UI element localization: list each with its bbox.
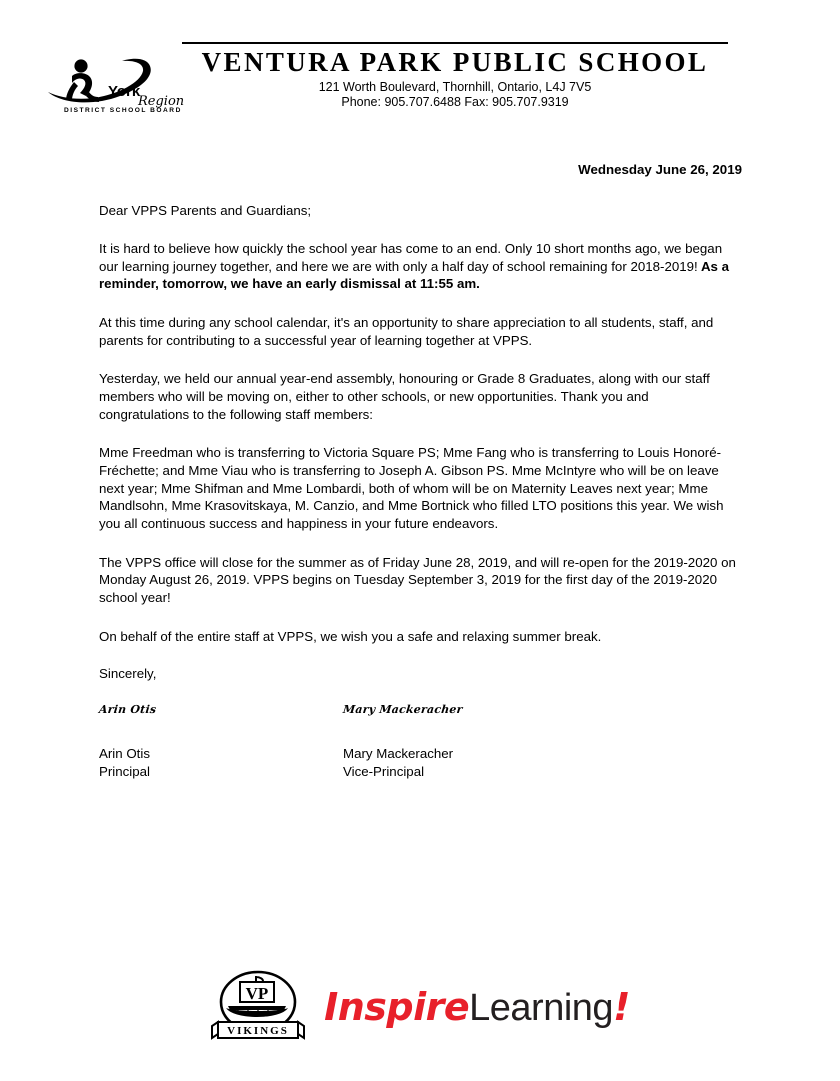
page-footer <box>0 960 840 1055</box>
inspire-learning-wordmark <box>324 985 630 1029</box>
signature-script-row <box>99 700 742 718</box>
wordmark-exclamation: ! <box>613 985 630 1029</box>
wordmark-inspire-text: Inspire <box>324 985 470 1029</box>
principal-signature-script: Arin Otis <box>98 703 157 716</box>
vice-principal-title: Vice-Principal <box>343 763 425 779</box>
letterhead <box>0 0 840 130</box>
header-divider-rule <box>182 42 728 44</box>
early-dismissal-notice: As a reminder, tomorrow, we have an early dismissal at 11:55 am. <box>99 258 730 292</box>
signature-names-row <box>99 745 742 780</box>
principal-title: Principal <box>99 763 150 779</box>
wordmark-learning-text: Learning <box>469 987 614 1029</box>
svg-text:Region: Region <box>138 94 185 109</box>
svg-text:VIKINGS: VIKINGS <box>227 1024 289 1037</box>
svg-text:York: York <box>108 83 141 100</box>
svg-text:VP: VP <box>245 983 269 1003</box>
school-address: 121 Worth Boulevard, Thornhill, Ontario, L4J 7V5 <box>318 80 592 94</box>
vice-principal-signature-cell <box>343 700 463 718</box>
svg-text:DISTRICT SCHOOL BOARD: DISTRICT SCHOOL BOARD <box>64 107 182 114</box>
paragraph-appreciation: At this time during any school calendar, it's an opportunity to share appreciation to all students, staff, and parents for contributing to a successful year of learning together at VPPS. <box>99 315 714 348</box>
paragraph-1-plain-text: It is hard to believe how quickly the school year has come to an end. Only 10 short months ago, we began our learning journey together, and here we are with only a half day of school remaining for 2018-2019! <box>99 241 723 274</box>
paragraph-school-year-end <box>99 240 742 293</box>
yrdsb-logo <box>42 52 202 114</box>
paragraph-year-end-assembly: Yesterday, we held our annual year-end assembly, honouring or Grade 8 Graduates, along with our staff members who will be moving on, either to other schools, or new opportunities. Thank you and congratulations to the following staff members: <box>99 371 710 422</box>
signature-block <box>99 700 742 780</box>
school-name-title: VENTURA PARK PUBLIC SCHOOL <box>201 47 709 77</box>
vice-principal-signature-script: Mary Mackeracher <box>342 703 464 716</box>
vice-principal-name: Mary Mackeracher <box>343 746 454 761</box>
vikings-crest-logo <box>210 968 306 1048</box>
principal-name-block <box>99 745 343 780</box>
vice-principal-name-block <box>343 745 453 780</box>
letter-body <box>99 162 742 691</box>
letter-closing: Sincerely, <box>99 666 157 682</box>
letter-date: Wednesday June 26, 2019 <box>578 162 742 177</box>
principal-name: Arin Otis <box>99 746 150 761</box>
school-contact-info: Phone: 905.707.6488 Fax: 905.707.9319 <box>341 95 569 109</box>
letter-salutation: Dear VPPS Parents and Guardians; <box>99 203 312 218</box>
paragraph-office-closure: The VPPS office will close for the summer as of Friday June 28, 2019, and will re-open for the 2019-2020 on Monday August 26, 2019. VPPS begins on Tuesday September 3, 2019 for the first day of the 2019-2020 school year! <box>99 554 736 606</box>
paragraph-summer-wishes: On behalf of the entire staff at VPPS, we wish you a safe and relaxing summer break. <box>99 628 602 644</box>
principal-signature-cell <box>99 700 343 718</box>
paragraph-staff-transfers: Mme Freedman who is transferring to Victoria Square PS; Mme Fang who is transferring to Louis Honoré-Fréchette; and Mme Viau who is transferring to Joseph A. Gibson PS. Mme McIntyre who will be on leave next year; Mme Shifman and Mme Lombardi, both of whom will be on Maternity Leaves next year; Mme Mandlsohn, Mme Krasovitskaya, M. Canzio, and Mme Bortnick who filled LTO positions this year. We wish you all continuous success and happiness in your future endeavors. <box>99 445 724 532</box>
